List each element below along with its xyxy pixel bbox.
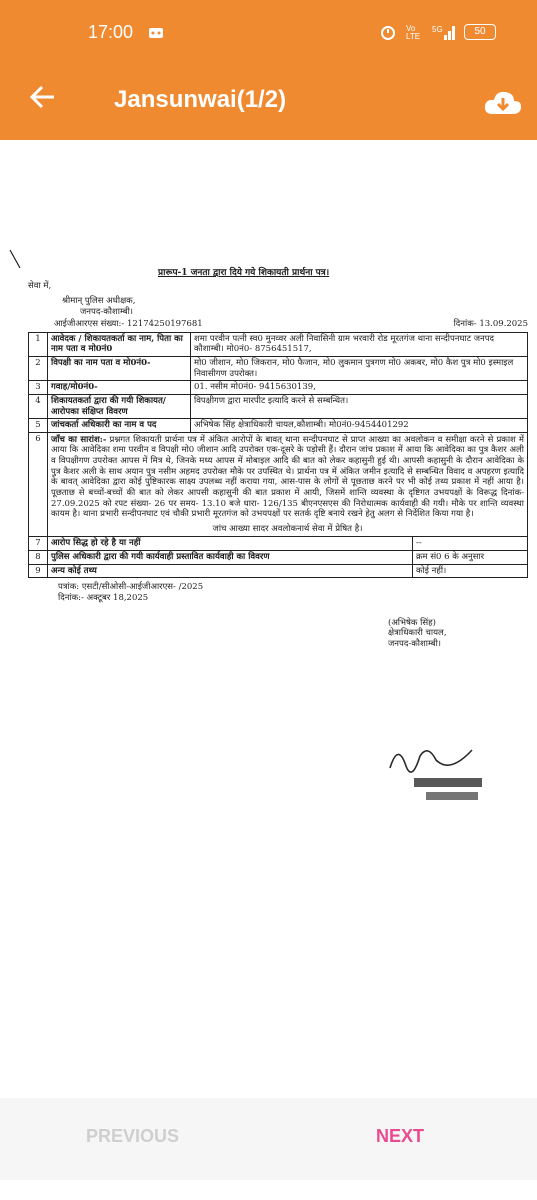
- cloud-download-icon[interactable]: [483, 88, 523, 116]
- summary-cell: [48, 433, 527, 537]
- details-table: [28, 332, 528, 579]
- signal-5g-icon: [432, 24, 458, 40]
- row-number: 6: [29, 433, 48, 537]
- battery-icon: 50: [464, 24, 496, 40]
- summary-row: [28, 433, 528, 538]
- row-label: विपक्षी का नाम पता व मो0नं0-: [48, 357, 191, 380]
- summary-text: प्रश्नगत शिकायती प्रार्थना पत्र में अंकित आरोपों के बावत् थाना सन्दीपनघाट से प्राप्त आख्या का अवलोकन व समीक्षा करने से प्रकाश में आया कि आवेदिका शमा परवीन व विपक्षी मो0 जीशान आदि उपरोक्त एक-दूसरे के पड़ोसी हैं। दौरान जांच प्रकाश में आया कि आवेदिका का पुत्र कैशर अली व विपक्षीगण उपरोक्त आपस में मित्र थे, जिनके मध्य आपस में मोबाइल आदि की बात को लेकर कहासुनी हुई थी। आपसी कहासुनी के दौरान आवेदिका के पुत्र कैशर अली के साथ अयान पुत्र नसीम अहमद उपरोक्त मौके पर उपस्थित थे। प्रार्थना पत्र में अंकित जमीन इत्यादि से सम्बन्धित विवाद व अपहरण इत्यादि के बावत् आवेदिका द्वारा कोई पुष्टिकारक साक्ष्य उपलब्ध नहीं कराया गया, आस-पास के लोगों से पूछताछ करने पर भी कोई तथ्य प्रकाश में नहीं आया है। पूछताछ से बच्चों-बच्चों की बात को लेकर आपसी कहासुनी की बात प्रकाश में आयी, जिसमें शान्ति व्यवस्था के दृष्टिगत उभयपक्षों के विरूद्ध दिनांक- 27.09.2025 को रपट संख्या- 26 पर समय- 13.10 बजे धारा- 126/135 बीएनएसएस की निरोधात्मक कार्यवाही की गयी। मौके पर शान्ति व्यवस्था कायम है। थाना प्रभारी सन्दीपनघाट एवं चौकी प्रभारी मूरतगंज को उभयपक्षों पर सतर्क दृष्टि बनाये रखने हेतु अलग से निर्देशित किया गया है।: [51, 434, 524, 520]
- row-label: पुलिस अधिकारी द्वारा की गयी कार्यवाही प्रस्तावित कार्यवाही का विवरण: [51, 552, 270, 562]
- signatory-designation: क्षेत्राधिकारी चायल,: [388, 628, 447, 639]
- volte-icon: Vo LTE: [406, 24, 421, 41]
- row-value: कोई नहीं।: [412, 565, 527, 578]
- row-value: अभिषेक सिंह क्षेत्राधिकारी चायल,कौशाम्बी। मो0नं0-9454401292: [194, 420, 409, 431]
- status-bar: [0, 0, 537, 58]
- row-value: --: [412, 537, 527, 550]
- document-date: दिनांक- 13.09.2025: [453, 319, 528, 330]
- row-label: गवाह/मो0नं0-: [48, 381, 191, 394]
- signature-stamp: [380, 738, 490, 808]
- summary-label: जाँच का सारांश:-: [51, 434, 107, 445]
- igrs-number: आईजीआरएस संख्या:- 12174250197681: [54, 319, 203, 330]
- svg-text:5G: 5G: [432, 25, 443, 34]
- row-value: मो0 जीशान, मो0 जिकरान, मो0 फैजान, मो0 लुकमान पुत्रगण मो0 अकबर, मो0 कैश पुत्र मो0 इस्माइल निवासीगण उपरोक्त।: [194, 358, 514, 379]
- row-label: अन्य कोई तथ्य: [51, 565, 97, 576]
- table-row: [28, 395, 528, 419]
- app-toolbar: [0, 58, 537, 140]
- row-label: आरोप सिद्ध हो रहे है या नहीं: [51, 538, 141, 549]
- table-row: [28, 357, 528, 381]
- table-row: [28, 551, 528, 565]
- document-heading: प्रारूप-1 जनता द्वारा दिये गये शिकायती प्रार्थना पत्र।: [158, 268, 330, 278]
- pager-bar: [0, 1098, 537, 1180]
- table-row: [28, 537, 528, 551]
- row-label: आवेदक / शिकायतकर्ता का नाम, पिता का नाम पता व मो0नं0: [48, 333, 191, 356]
- row-number: 8: [29, 551, 48, 564]
- next-button[interactable]: NEXT: [376, 1126, 425, 1146]
- address-line-1: सेवा में,: [28, 281, 52, 292]
- back-arrow-icon[interactable]: [26, 80, 60, 114]
- address-line-2: श्रीमान् पुलिस अधीक्षक,: [62, 295, 136, 306]
- row-number: 9: [29, 565, 48, 578]
- row-value: विपक्षीगण द्वारा मारपीट इत्यादि करने से सम्बन्धित।: [194, 395, 349, 406]
- summary-footer: जांच आख्या सादर अवलोकनार्थ सेवा में प्रेषित है।: [212, 523, 363, 534]
- row-number: 4: [29, 395, 48, 418]
- table-row: [28, 565, 528, 579]
- row-value: 01. नसीम मो0नं0- 9415630139,: [194, 382, 316, 393]
- row-value: शमा परवीन पत्नी स्व0 मुनव्वर अली निवासिनी ग्राम भरवारी रोड मूरतगंज थाना सन्दीपनघाट जनपद कौशाम्बी। मो0नं0- 8756451517,: [194, 333, 495, 355]
- table-row: [28, 381, 528, 395]
- row-value: क्रम सं0 6 के अनुसार: [412, 551, 527, 564]
- row-number: 3: [29, 381, 48, 394]
- alarm-icon: [380, 24, 396, 40]
- app-notification-icon: [148, 24, 164, 40]
- patrank: पत्रांक: एसटी/सीओसी-आईजीआरएस- /2025: [58, 582, 204, 593]
- row-label: शिकायतकर्ता द्वारा की गयी शिकायत/आरोपका संक्षिप्त विवरण: [48, 395, 191, 418]
- address-line-3: जनपद-कौशाम्बी।: [80, 306, 133, 317]
- row-number: 2: [29, 357, 48, 380]
- row-number: 7: [29, 537, 48, 550]
- page-title: Jansunwai(1/2): [114, 86, 287, 113]
- row-number: 1: [29, 333, 48, 356]
- signatory-district: जनपद-कौशाम्बी।: [388, 638, 441, 649]
- table-row: [28, 419, 528, 433]
- complaint-document: [28, 268, 528, 649]
- dinank: दिनांक:- अक्टूबर 18,2025: [58, 592, 149, 603]
- table-row: [28, 332, 528, 357]
- row-label: जांचकर्ता अधिकारी का नाम व पद: [48, 419, 191, 432]
- document-viewer[interactable]: [0, 140, 537, 1098]
- signatory-name: (अभिषेक सिंह): [388, 617, 436, 628]
- row-number: 5: [29, 419, 48, 432]
- clock: 17:00: [88, 22, 134, 42]
- scan-mark: [8, 248, 22, 270]
- previous-button[interactable]: PREVIOUS: [86, 1126, 180, 1146]
